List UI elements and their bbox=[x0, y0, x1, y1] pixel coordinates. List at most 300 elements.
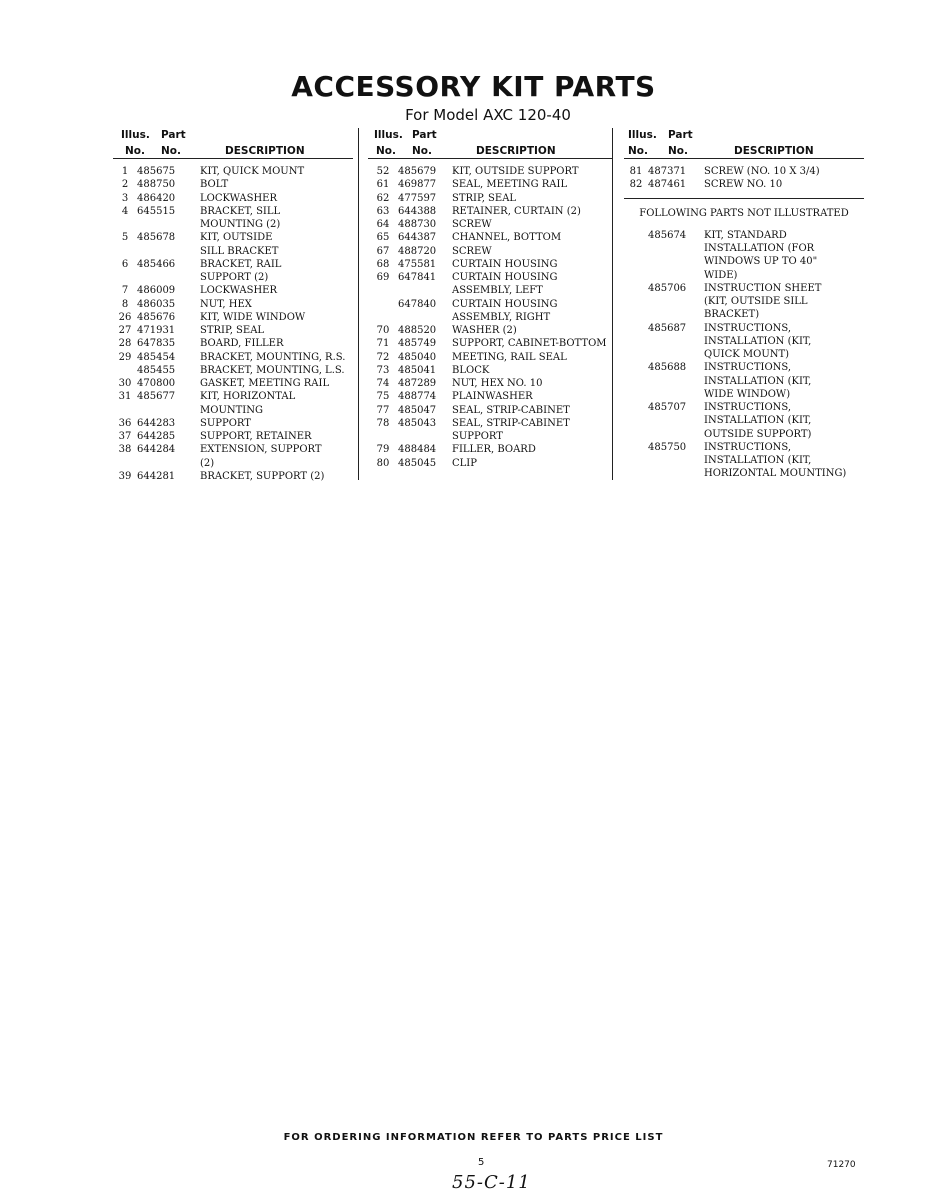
part-description: HORIZONTAL MOUNTING) bbox=[704, 468, 847, 480]
illus-number bbox=[624, 322, 648, 335]
part-number: 644283 bbox=[137, 417, 176, 429]
part-number: 487289 bbox=[398, 378, 437, 389]
illus-number bbox=[113, 404, 137, 417]
part-description: CURTAIN HOUSING bbox=[452, 272, 558, 283]
illus-number bbox=[368, 284, 398, 297]
table-row bbox=[368, 311, 613, 324]
part-number: 485679 bbox=[398, 166, 437, 177]
part-number: 486420 bbox=[137, 192, 176, 204]
illus-number: 81 bbox=[629, 166, 643, 177]
table-row bbox=[113, 284, 353, 297]
part-number: 644285 bbox=[137, 431, 176, 442]
table-row bbox=[368, 364, 613, 377]
part-number bbox=[398, 284, 452, 297]
table-row bbox=[624, 295, 864, 308]
table-row bbox=[624, 375, 864, 388]
part-description: WINDOWS UP TO 40" bbox=[704, 256, 818, 268]
part-number bbox=[648, 348, 704, 361]
part-number: 647841 bbox=[398, 272, 437, 283]
part-header: Part bbox=[412, 129, 437, 141]
part-number: 644388 bbox=[398, 205, 437, 217]
part-description: INSTALLATION (KIT, bbox=[704, 455, 812, 466]
illus-number: 73 bbox=[376, 364, 390, 376]
table-row bbox=[624, 178, 864, 191]
table-row bbox=[624, 401, 864, 414]
part-number: 485676 bbox=[137, 311, 176, 323]
part-description: SCREW bbox=[452, 245, 492, 257]
part-description: LOCKWASHER bbox=[200, 192, 278, 204]
illus-number bbox=[624, 229, 648, 242]
part-number: 485675 bbox=[137, 166, 176, 177]
part-number bbox=[648, 308, 704, 321]
illus-number: 30 bbox=[118, 378, 132, 389]
illus-number bbox=[624, 361, 648, 374]
part-number: 485687 bbox=[648, 322, 687, 334]
illus-number: 6 bbox=[121, 258, 129, 270]
part-number: 485455 bbox=[137, 364, 176, 376]
part-number bbox=[648, 242, 704, 255]
illus-number bbox=[624, 441, 648, 454]
illus-number: 1 bbox=[121, 166, 129, 177]
table-row bbox=[368, 178, 613, 191]
part-description: SUPPORT bbox=[452, 431, 503, 442]
table-row bbox=[368, 351, 613, 364]
table-row bbox=[624, 361, 864, 374]
illus-number: 80 bbox=[376, 457, 390, 469]
part-description: INSTALLATION (FOR bbox=[704, 243, 815, 254]
part-number: 647840 bbox=[398, 298, 437, 310]
part-description: (2) bbox=[200, 457, 215, 469]
table-row bbox=[113, 390, 353, 403]
part-number: 488520 bbox=[398, 325, 437, 336]
part-description: WIDE) bbox=[704, 269, 738, 281]
illus-header: Illus. bbox=[121, 129, 150, 141]
part-number bbox=[648, 335, 704, 348]
part-number: 487461 bbox=[648, 179, 687, 191]
illus-number: 8 bbox=[121, 298, 129, 310]
part-number bbox=[648, 414, 704, 427]
table-row bbox=[368, 271, 613, 284]
part-description: SUPPORT, RETAINER bbox=[200, 431, 312, 442]
table-row bbox=[368, 298, 613, 311]
part-number bbox=[648, 454, 704, 467]
part-number bbox=[137, 218, 200, 231]
table-row bbox=[368, 390, 613, 403]
part-description: BRACKET, RAIL bbox=[200, 258, 282, 270]
part-no-header: No. bbox=[161, 145, 181, 157]
part-description: RETAINER, CURTAIN (2) bbox=[452, 205, 581, 217]
part-description: STRIP, SEAL bbox=[452, 192, 517, 204]
table-row bbox=[624, 388, 864, 401]
part-number: 647835 bbox=[137, 338, 176, 350]
part-number: 475581 bbox=[398, 258, 437, 270]
table-row bbox=[113, 165, 353, 178]
part-description: SEAL, STRIP-CABINET bbox=[452, 417, 570, 429]
part-description: BOLT bbox=[200, 179, 229, 191]
illus-header: Illus. bbox=[374, 129, 403, 141]
section-divider bbox=[624, 198, 864, 199]
table-row bbox=[368, 192, 613, 205]
part-number: 485674 bbox=[648, 229, 687, 241]
table-row bbox=[113, 364, 353, 377]
part-number: 485749 bbox=[398, 338, 437, 350]
part-description: SEAL, MEETING RAIL bbox=[452, 179, 568, 191]
part-number bbox=[398, 430, 452, 443]
part-no-header: No. bbox=[412, 145, 432, 157]
part-number bbox=[648, 388, 704, 401]
description-header: DESCRIPTION bbox=[225, 145, 305, 157]
table-row bbox=[624, 322, 864, 335]
part-number: 485706 bbox=[648, 282, 687, 294]
part-description: KIT, OUTSIDE bbox=[200, 232, 273, 244]
part-description: CURTAIN HOUSING bbox=[452, 298, 558, 310]
illus-number: 77 bbox=[376, 404, 390, 416]
table-row bbox=[368, 404, 613, 417]
part-description: PLAINWASHER bbox=[452, 391, 533, 403]
part-number: 486035 bbox=[137, 298, 176, 310]
table-row bbox=[624, 269, 864, 282]
column-header bbox=[624, 127, 864, 159]
part-number: 488730 bbox=[398, 219, 437, 230]
part-number bbox=[137, 457, 200, 470]
page-subtitle: For Model AXC 120-40 bbox=[405, 106, 571, 124]
illus-number: 67 bbox=[376, 245, 390, 257]
part-description: FILLER, BOARD bbox=[452, 444, 536, 456]
ordering-info-footer: FOR ORDERING INFORMATION REFER TO PARTS PRICE LIST bbox=[283, 1132, 664, 1143]
table-row bbox=[113, 192, 353, 205]
table-row bbox=[624, 441, 864, 454]
illus-number bbox=[113, 364, 137, 377]
illus-number: 3 bbox=[121, 192, 129, 204]
table-row bbox=[113, 377, 353, 390]
part-number: 485045 bbox=[398, 457, 437, 469]
table-row bbox=[113, 311, 353, 324]
illus-number bbox=[113, 457, 137, 470]
table-row bbox=[624, 414, 864, 427]
table-row bbox=[113, 443, 353, 456]
illus-number: 26 bbox=[118, 311, 132, 323]
part-number: 485041 bbox=[398, 364, 437, 376]
part-number: 486009 bbox=[137, 285, 176, 297]
table-row bbox=[368, 457, 613, 470]
illus-number: 68 bbox=[376, 258, 390, 270]
part-description: BRACKET, MOUNTING, L.S. bbox=[200, 364, 345, 376]
illus-number: 74 bbox=[376, 378, 390, 389]
table-row bbox=[113, 470, 353, 483]
illus-number bbox=[368, 430, 398, 443]
table-row bbox=[624, 335, 864, 348]
table-row bbox=[368, 284, 613, 297]
part-number: 485678 bbox=[137, 232, 176, 244]
part-description: QUICK MOUNT) bbox=[704, 349, 790, 360]
part-number: 488484 bbox=[398, 444, 437, 456]
part-number: 644284 bbox=[137, 444, 176, 456]
parts-column-1 bbox=[113, 127, 353, 483]
part-number bbox=[648, 255, 704, 268]
table-row bbox=[113, 417, 353, 430]
part-description: INSTRUCTIONS, bbox=[704, 322, 792, 334]
part-description: MOUNTING (2) bbox=[200, 219, 281, 230]
part-description: (KIT, OUTSIDE SILL bbox=[704, 296, 808, 307]
part-number bbox=[648, 375, 704, 388]
parts-column-2 bbox=[368, 127, 613, 470]
illus-number bbox=[624, 467, 648, 480]
description-header: DESCRIPTION bbox=[476, 145, 556, 157]
table-row bbox=[624, 282, 864, 295]
page-title: ACCESSORY KIT PARTS bbox=[291, 70, 656, 103]
illus-number: 7 bbox=[121, 285, 129, 297]
part-number: 485707 bbox=[648, 402, 687, 413]
illus-number bbox=[368, 298, 398, 311]
parts-list bbox=[624, 165, 864, 192]
illus-number: 72 bbox=[376, 351, 390, 363]
table-row bbox=[368, 377, 613, 390]
table-row bbox=[368, 218, 613, 231]
illus-number: 69 bbox=[376, 272, 390, 283]
illus-number bbox=[113, 245, 137, 258]
table-row bbox=[113, 404, 353, 417]
table-row bbox=[113, 218, 353, 231]
table-row bbox=[624, 454, 864, 467]
part-number: 488720 bbox=[398, 245, 437, 257]
not-illustrated-list bbox=[624, 229, 864, 481]
part-number: 485688 bbox=[648, 362, 687, 374]
part-number: 488750 bbox=[137, 179, 176, 191]
table-row bbox=[368, 245, 613, 258]
table-row bbox=[368, 258, 613, 271]
part-header: Part bbox=[161, 129, 186, 141]
part-description: SCREW (NO. 10 X 3/4) bbox=[704, 166, 820, 177]
table-row bbox=[368, 231, 613, 244]
part-number: 485750 bbox=[648, 441, 687, 453]
part-description: INSTALLATION (KIT, bbox=[704, 415, 812, 427]
table-row bbox=[368, 417, 613, 430]
part-description: INSTRUCTIONS, bbox=[704, 362, 792, 374]
part-description: NUT, HEX bbox=[200, 298, 252, 310]
part-description: BOARD, FILLER bbox=[200, 338, 284, 350]
illus-no-header: No. bbox=[125, 145, 145, 157]
table-row bbox=[368, 430, 613, 443]
part-description: SILL BRACKET bbox=[200, 245, 279, 257]
part-number bbox=[648, 269, 704, 282]
illus-number: 70 bbox=[376, 325, 390, 336]
part-number: 471931 bbox=[137, 325, 176, 336]
part-number: 485043 bbox=[398, 417, 437, 429]
description-header: DESCRIPTION bbox=[734, 145, 814, 157]
table-row bbox=[368, 337, 613, 350]
document-code: 71270 bbox=[827, 1160, 856, 1170]
part-number: 645515 bbox=[137, 205, 176, 217]
illus-number: 78 bbox=[376, 417, 390, 429]
part-description: INSTRUCTIONS, bbox=[704, 402, 792, 413]
part-description: SCREW bbox=[452, 219, 492, 230]
column-header bbox=[368, 127, 613, 159]
part-number: 485454 bbox=[137, 351, 176, 363]
part-number: 644281 bbox=[137, 470, 176, 482]
part-number: 487371 bbox=[648, 166, 687, 177]
part-description: INSTRUCTION SHEET bbox=[704, 282, 822, 294]
part-number bbox=[648, 467, 704, 480]
not-illustrated-heading: FOLLOWING PARTS NOT ILLUSTRATED bbox=[639, 207, 849, 219]
part-description: INSTALLATION (KIT, bbox=[704, 375, 812, 387]
illus-number: 39 bbox=[118, 470, 132, 482]
part-no-header: No. bbox=[668, 145, 688, 157]
illus-number bbox=[624, 255, 648, 268]
table-row bbox=[624, 242, 864, 255]
part-number: 469877 bbox=[398, 179, 437, 191]
table-row bbox=[113, 258, 353, 271]
part-description: BRACKET) bbox=[704, 309, 760, 321]
part-number: 470800 bbox=[137, 378, 176, 389]
part-number: 644387 bbox=[398, 232, 437, 244]
table-row bbox=[624, 255, 864, 268]
part-description: CURTAIN HOUSING bbox=[452, 258, 558, 270]
table-row bbox=[624, 428, 864, 441]
illus-number bbox=[624, 308, 648, 321]
part-description: SUPPORT, CABINET-BOTTOM bbox=[452, 338, 607, 350]
part-description: EXTENSION, SUPPORT bbox=[200, 444, 322, 456]
illus-number: 29 bbox=[118, 351, 132, 363]
illus-number bbox=[624, 295, 648, 308]
table-row bbox=[624, 348, 864, 361]
table-row bbox=[368, 205, 613, 218]
part-description: KIT, QUICK MOUNT bbox=[200, 166, 305, 177]
part-description: CLIP bbox=[452, 457, 477, 469]
part-number bbox=[137, 271, 200, 284]
handwritten-note: 55-C-11 bbox=[452, 1172, 531, 1193]
illus-number bbox=[624, 388, 648, 401]
illus-number bbox=[624, 414, 648, 427]
part-description: KIT, WIDE WINDOW bbox=[200, 311, 306, 323]
illus-header: Illus. bbox=[628, 129, 657, 141]
page-number: 5 bbox=[478, 1157, 485, 1168]
illus-number: 79 bbox=[376, 444, 390, 456]
illus-number: 5 bbox=[121, 232, 129, 244]
illus-number bbox=[624, 375, 648, 388]
illus-number: 64 bbox=[376, 219, 390, 230]
illus-number: 62 bbox=[376, 192, 390, 204]
table-row bbox=[113, 271, 353, 284]
part-description: ASSEMBLY, LEFT bbox=[452, 285, 543, 297]
part-description: OUTSIDE SUPPORT) bbox=[704, 428, 812, 440]
parts-list bbox=[368, 165, 613, 470]
illus-number: 63 bbox=[376, 205, 390, 217]
part-number bbox=[398, 311, 452, 324]
illus-number: 71 bbox=[376, 338, 390, 350]
table-row bbox=[113, 245, 353, 258]
illus-no-header: No. bbox=[376, 145, 396, 157]
illus-number bbox=[624, 269, 648, 282]
part-description: KIT, HORIZONTAL bbox=[200, 391, 296, 403]
part-number bbox=[648, 428, 704, 441]
part-description: CHANNEL, BOTTOM bbox=[452, 232, 562, 244]
part-number: 485677 bbox=[137, 391, 176, 403]
parts-list bbox=[113, 165, 353, 483]
table-row bbox=[113, 351, 353, 364]
illus-number: 31 bbox=[118, 391, 132, 403]
illus-number: 4 bbox=[121, 205, 129, 217]
illus-number: 38 bbox=[118, 444, 132, 456]
part-description: NUT, HEX NO. 10 bbox=[452, 378, 543, 389]
part-description: WIDE WINDOW) bbox=[704, 388, 791, 400]
illus-number: 52 bbox=[376, 166, 390, 177]
parts-column-3 bbox=[624, 127, 864, 481]
table-row bbox=[368, 443, 613, 456]
illus-number: 28 bbox=[118, 338, 132, 350]
illus-number bbox=[624, 428, 648, 441]
illus-number: 82 bbox=[629, 179, 643, 191]
illus-number bbox=[624, 348, 648, 361]
table-row bbox=[624, 229, 864, 242]
illus-number bbox=[624, 335, 648, 348]
illus-number bbox=[113, 218, 137, 231]
table-row bbox=[624, 308, 864, 321]
illus-number bbox=[624, 401, 648, 414]
part-number: 485040 bbox=[398, 351, 437, 363]
part-description: WASHER (2) bbox=[452, 325, 517, 336]
illus-number: 36 bbox=[118, 417, 132, 429]
part-number: 488774 bbox=[398, 391, 437, 403]
illus-number: 2 bbox=[121, 179, 129, 191]
illus-number bbox=[624, 242, 648, 255]
part-number bbox=[137, 245, 200, 258]
illus-number: 65 bbox=[376, 232, 390, 244]
column-divider bbox=[358, 128, 359, 480]
illus-number: 37 bbox=[118, 431, 132, 442]
part-description: INSTALLATION (KIT, bbox=[704, 335, 812, 347]
part-number bbox=[137, 404, 200, 417]
table-row bbox=[113, 178, 353, 191]
part-description: GASKET, MEETING RAIL bbox=[200, 378, 330, 389]
table-row bbox=[113, 298, 353, 311]
part-description: LOCKWASHER bbox=[200, 285, 278, 297]
illus-no-header: No. bbox=[628, 145, 648, 157]
part-description: MOUNTING bbox=[200, 404, 263, 416]
part-number bbox=[648, 295, 704, 308]
part-description: ASSEMBLY, RIGHT bbox=[452, 311, 551, 323]
part-description: BRACKET, SILL bbox=[200, 205, 281, 217]
table-row bbox=[113, 337, 353, 350]
illus-number: 27 bbox=[118, 325, 132, 336]
table-row bbox=[624, 467, 864, 480]
part-description: KIT, OUTSIDE SUPPORT bbox=[452, 166, 579, 177]
part-description: BRACKET, SUPPORT (2) bbox=[200, 470, 325, 482]
table-row bbox=[368, 165, 613, 178]
part-description: MEETING, RAIL SEAL bbox=[452, 351, 567, 363]
part-description: BRACKET, MOUNTING, R.S. bbox=[200, 351, 346, 363]
table-row bbox=[113, 430, 353, 443]
illus-number: 75 bbox=[376, 391, 390, 403]
table-row bbox=[113, 231, 353, 244]
table-row bbox=[113, 205, 353, 218]
part-description: SUPPORT (2) bbox=[200, 272, 269, 283]
part-number: 477597 bbox=[398, 192, 437, 204]
table-row bbox=[113, 457, 353, 470]
part-number: 485466 bbox=[137, 258, 176, 270]
table-row bbox=[368, 324, 613, 337]
illus-number bbox=[368, 311, 398, 324]
part-description: SCREW NO. 10 bbox=[704, 179, 783, 191]
illus-number bbox=[113, 271, 137, 284]
part-description: KIT, STANDARD bbox=[704, 229, 787, 241]
illus-number bbox=[624, 454, 648, 467]
table-row bbox=[113, 324, 353, 337]
part-description: INSTRUCTIONS, bbox=[704, 441, 792, 453]
column-header bbox=[113, 127, 353, 159]
part-number: 485047 bbox=[398, 404, 437, 416]
part-header: Part bbox=[668, 129, 693, 141]
illus-number bbox=[624, 282, 648, 295]
